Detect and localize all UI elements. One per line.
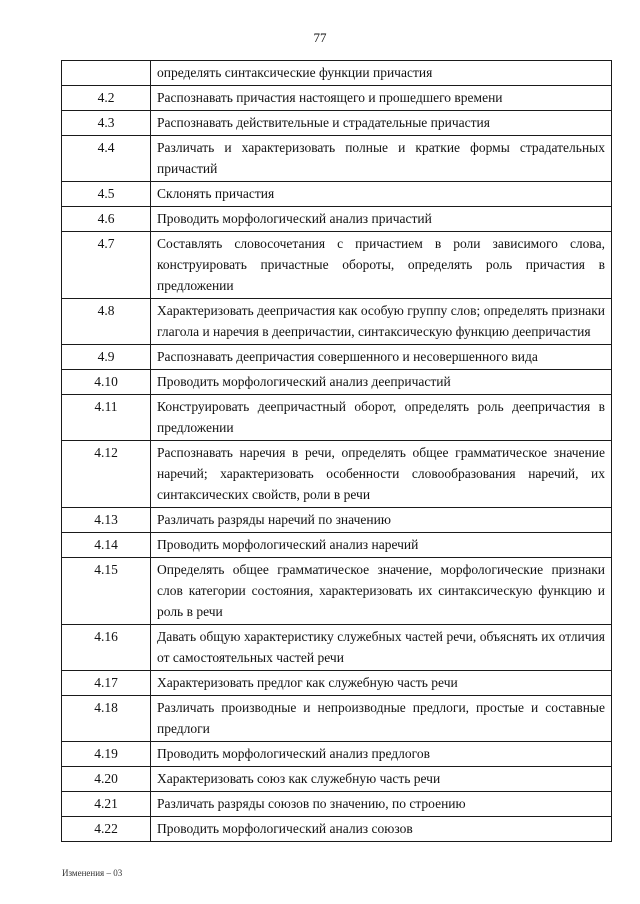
table-row: [62, 696, 612, 742]
row-number: 4.20: [62, 767, 151, 792]
row-text: Проводить морфологический анализ союзов: [151, 817, 612, 842]
row-text: Распознавать наречия в речи, определять общее грамматическое значение наречий; характеризовать особенности словообразования наречий, их синтаксических свойств, роли в речи: [151, 441, 612, 508]
table-row: [62, 671, 612, 696]
table-row: [62, 441, 612, 508]
table-row: [62, 299, 612, 345]
row-number: 4.4: [62, 136, 151, 182]
table-row: [62, 395, 612, 441]
row-number: 4.19: [62, 742, 151, 767]
row-text: Давать общую характеристику служебных частей речи, объяснять их отличия от самостоятельных частей речи: [151, 625, 612, 671]
table-row: [62, 61, 612, 86]
row-number: 4.18: [62, 696, 151, 742]
row-text: Проводить морфологический анализ наречий: [151, 533, 612, 558]
table-row: [62, 370, 612, 395]
table-row: [62, 508, 612, 533]
row-number: [62, 61, 151, 86]
row-number: 4.6: [62, 207, 151, 232]
row-number: 4.22: [62, 817, 151, 842]
table-row: [62, 86, 612, 111]
table-row: [62, 742, 612, 767]
page-number: 77: [313, 30, 327, 45]
row-text: Различать разряды союзов по значению, по строению: [151, 792, 612, 817]
row-number: 4.3: [62, 111, 151, 136]
table-row: [62, 232, 612, 299]
table-row: [62, 558, 612, 625]
row-number: 4.2: [62, 86, 151, 111]
table-row: [62, 817, 612, 842]
row-number: 4.11: [62, 395, 151, 441]
table-body: [62, 61, 612, 842]
row-number: 4.15: [62, 558, 151, 625]
row-number: 4.8: [62, 299, 151, 345]
row-text: определять синтаксические функции причастия: [151, 61, 612, 86]
row-number: 4.7: [62, 232, 151, 299]
row-number: 4.16: [62, 625, 151, 671]
row-text: Распознавать деепричастия совершенного и несовершенного вида: [151, 345, 612, 370]
table-row: [62, 767, 612, 792]
requirements-table: [61, 60, 612, 842]
row-text: Различать производные и непроизводные предлоги, простые и составные предлоги: [151, 696, 612, 742]
row-text: Различать и характеризовать полные и краткие формы страдательных причастий: [151, 136, 612, 182]
row-text: Составлять словосочетания с причастием в роли зависимого слова, конструировать причастные обороты, определять роль причастия в предложении: [151, 232, 612, 299]
table-row: [62, 625, 612, 671]
row-text: Проводить морфологический анализ деепричастий: [151, 370, 612, 395]
row-text: Проводить морфологический анализ предлогов: [151, 742, 612, 767]
row-text: Конструировать деепричастный оборот, определять роль деепричастия в предложении: [151, 395, 612, 441]
row-text: Характеризовать союз как служебную часть речи: [151, 767, 612, 792]
row-text: Характеризовать деепричастия как особую группу слов; определять признаки глагола и наречия в деепричастии, синтаксическую функцию деепричастия: [151, 299, 612, 345]
footer-revision-note: Изменения – 03: [62, 868, 123, 878]
row-number: 4.17: [62, 671, 151, 696]
row-text: Склонять причастия: [151, 182, 612, 207]
table-row: [62, 111, 612, 136]
row-text: Характеризовать предлог как служебную часть речи: [151, 671, 612, 696]
row-text: Проводить морфологический анализ причастий: [151, 207, 612, 232]
row-text: Распознавать причастия настоящего и прошедшего времени: [151, 86, 612, 111]
row-number: 4.9: [62, 345, 151, 370]
table-row: [62, 533, 612, 558]
row-number: 4.5: [62, 182, 151, 207]
table-row: [62, 345, 612, 370]
row-text: Различать разряды наречий по значению: [151, 508, 612, 533]
row-number: 4.21: [62, 792, 151, 817]
table-row: [62, 792, 612, 817]
row-number: 4.10: [62, 370, 151, 395]
row-number: 4.14: [62, 533, 151, 558]
row-number: 4.13: [62, 508, 151, 533]
row-text: Определять общее грамматическое значение, морфологические признаки слов категории состояния, характеризовать их синтаксическую функцию и роль в речи: [151, 558, 612, 625]
row-text: Распознавать действительные и страдательные причастия: [151, 111, 612, 136]
table-row: [62, 136, 612, 182]
table-row: [62, 182, 612, 207]
row-number: 4.12: [62, 441, 151, 508]
table-row: [62, 207, 612, 232]
